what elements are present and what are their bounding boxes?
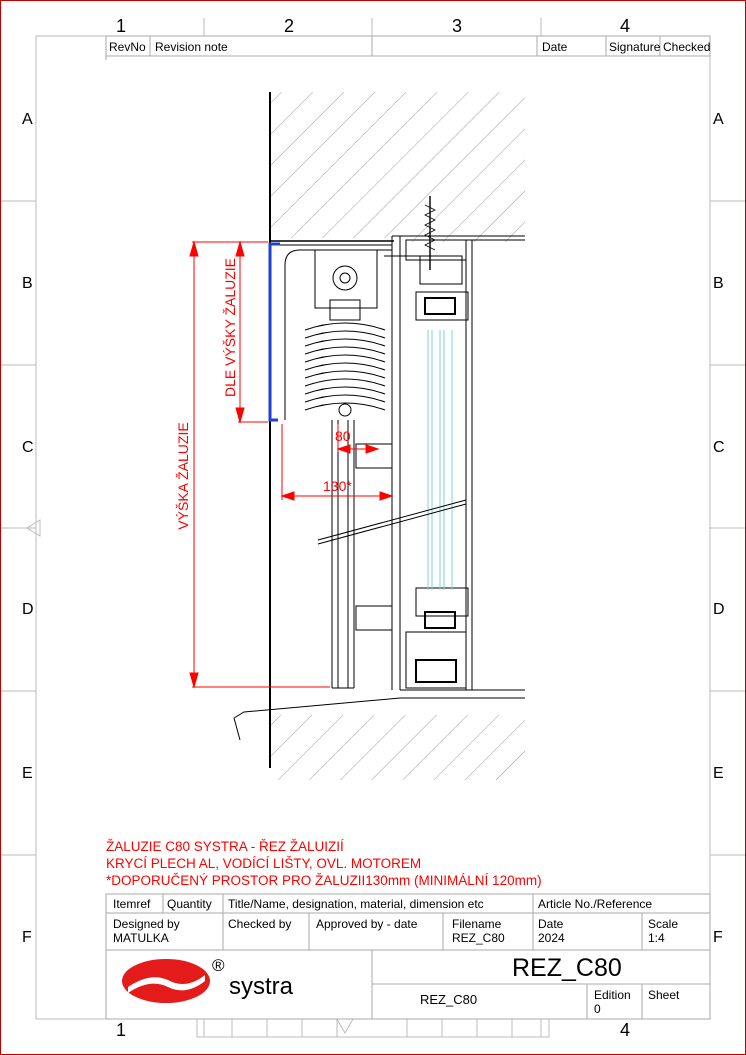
zone-col-3: 3 — [452, 16, 463, 36]
tb-designed-by-value: MATULKA — [113, 931, 169, 945]
rev-date-header: Date — [542, 40, 568, 54]
rev-note-header: Revision note — [155, 40, 228, 54]
tb-article-label: Article No./Reference — [538, 897, 653, 911]
tb-edition-value: 0 — [594, 1002, 601, 1016]
tb-edition-label: Edition — [594, 988, 631, 1002]
note-line-3: *DOPORUČENÝ PROSTOR PRO ŽALUZII130mm (MINIMÁLNÍ 120mm) — [106, 873, 542, 888]
tb-scale-value: 1:4 — [648, 931, 665, 945]
zone-row-a-right: A — [713, 111, 724, 128]
zone-row-d-left: D — [22, 601, 34, 618]
tb-date-label: Date — [538, 917, 564, 931]
tb-itemref-label: Itemref — [113, 897, 151, 911]
tb-approved-by-label: Approved by - date — [316, 917, 418, 931]
rev-revno-header: RevNo — [109, 40, 146, 54]
note-line-2: KRYCÍ PLECH AL, VODÍCÍ LIŠTY, OVL. MOTOREM — [106, 856, 422, 871]
logo-wordmark: systra — [229, 973, 294, 1000]
drawing-subtitle: REZ_C80 — [420, 992, 478, 1007]
drawing-title: REZ_C80 — [512, 954, 622, 982]
zone-row-a-left: A — [22, 111, 33, 128]
note-line-1: ŽALUZIE C80 SYSTRA - ŘEZ ŽALUIZIÍ — [106, 839, 344, 854]
rev-signature-header: Signature — [609, 40, 661, 54]
tb-checked-by-label: Checked by — [228, 917, 292, 931]
zone-col-4: 4 — [620, 16, 631, 36]
tb-date-value: 2024 — [538, 931, 565, 945]
dim-130-label: 130* — [323, 478, 352, 494]
zone-row-f-left: F — [22, 929, 32, 946]
zone-row-d-right: D — [713, 601, 725, 618]
zone-row-b-left: B — [22, 275, 33, 292]
zone-row-e-right: E — [713, 765, 724, 782]
tb-sheet-label: Sheet — [648, 988, 680, 1002]
zone-row-e-left: E — [22, 765, 33, 782]
tb-filename-value: REZ_C80 — [452, 931, 505, 945]
zone-row-b-right: B — [713, 275, 724, 292]
dim-80-label: 80 — [335, 428, 351, 444]
tb-title-label: Title/Name, designation, material, dimension etc — [228, 897, 484, 911]
dim-blind-height-label: VÝŠKA ŽALUZIE — [175, 422, 191, 530]
zone-row-c-right: C — [713, 439, 725, 456]
dim-by-blind-height-label: DLE VÝŠKY ŽALUZIE — [222, 257, 238, 397]
tb-quantity-label: Quantity — [167, 897, 212, 911]
logo-registered-mark: ® — [212, 956, 225, 975]
zone-col-bottom-4: 4 — [620, 1020, 631, 1040]
tb-scale-label: Scale — [648, 917, 679, 931]
tb-filename-label: Filename — [452, 917, 502, 931]
zone-col-1: 1 — [116, 16, 127, 36]
zone-col-2: 2 — [284, 16, 295, 36]
zone-col-bottom-1: 1 — [116, 1020, 127, 1040]
zone-row-c-left: C — [22, 439, 34, 456]
zone-row-f-right: F — [713, 929, 723, 946]
tb-designed-by-label: Designed by — [113, 917, 180, 931]
rev-checked-header: Checked — [663, 40, 711, 54]
